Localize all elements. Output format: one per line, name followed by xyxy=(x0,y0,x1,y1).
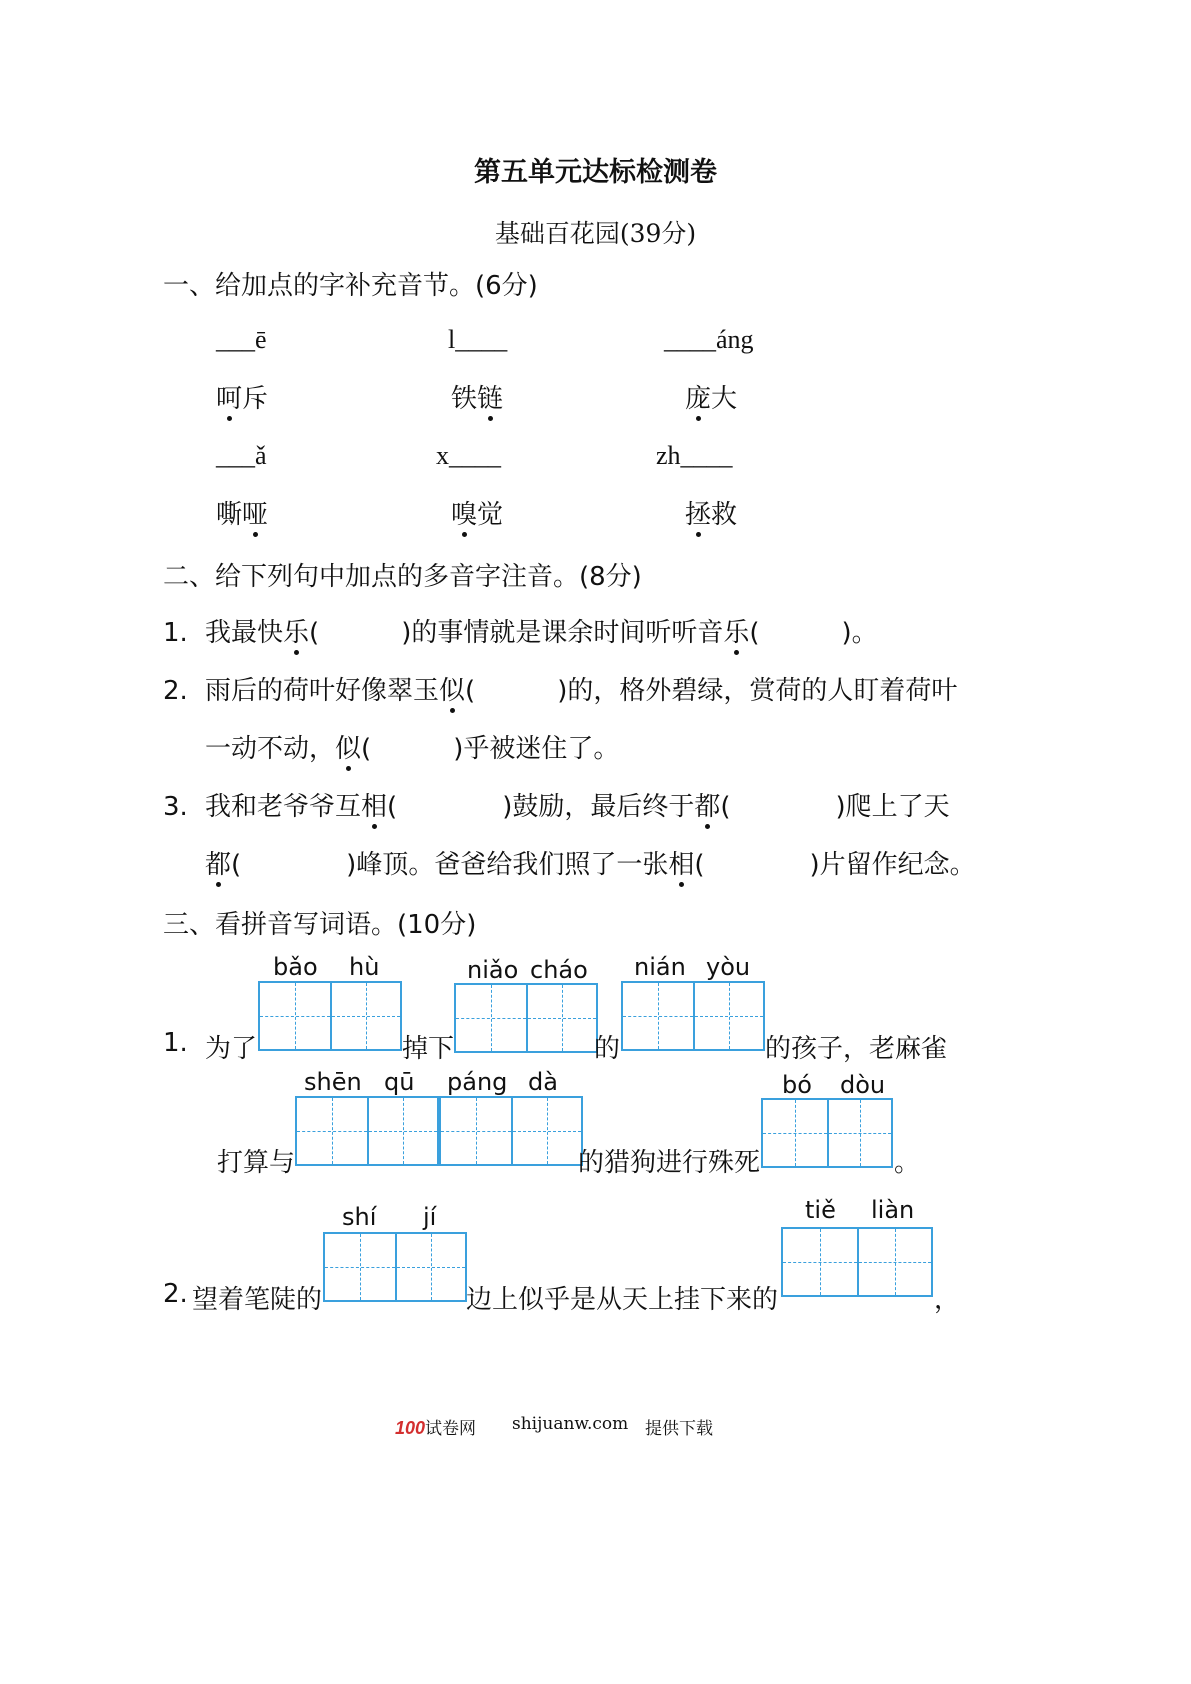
dotted-char: 庞 xyxy=(685,378,711,415)
sentence-text: ， xyxy=(934,1285,961,1315)
question-3-cont: 都( )峰顶。爸爸给我们照了一张相( )片留作纪念。 xyxy=(205,844,976,881)
pinyin-blank[interactable]: ___ǎ xyxy=(216,441,267,470)
sentence-text: 打算与 xyxy=(217,1148,296,1178)
section2-heading: 二、给下列句中加点的多音字注音。(8分) xyxy=(163,562,642,592)
pinyin-label: shēn xyxy=(304,1068,362,1096)
pinyin-label: dà xyxy=(528,1068,558,1096)
sentence-text: 掉下 xyxy=(402,1034,455,1064)
pinyin-label: páng xyxy=(447,1068,508,1096)
dotted-char: 乐 xyxy=(723,612,749,649)
char-grid-bodou[interactable] xyxy=(761,1098,893,1168)
dotted-char: 似 xyxy=(439,670,465,707)
pinyin-label: dòu xyxy=(840,1071,886,1099)
question-num: 1. xyxy=(163,1028,188,1058)
dotted-char: 链 xyxy=(477,378,503,415)
footer-url[interactable]: shijuanw.com xyxy=(512,1414,629,1434)
pinyin-label: tiě xyxy=(805,1196,836,1224)
pinyin-blank[interactable]: l____ xyxy=(448,325,508,354)
dotted-char: 乐 xyxy=(283,612,309,649)
dotted-char: 哑 xyxy=(242,494,268,531)
sentence-text: 的猎狗进行殊死 xyxy=(578,1148,761,1178)
char-grid-baohu[interactable] xyxy=(258,981,402,1051)
footer-brand: 100试卷网 xyxy=(395,1418,477,1439)
pinyin-blank[interactable]: zh____ xyxy=(656,441,733,470)
dotted-char: 都 xyxy=(694,786,720,823)
dotted-char: 相 xyxy=(668,844,694,881)
pinyin-label: shí xyxy=(342,1203,377,1231)
pinyin-label: bó xyxy=(782,1071,812,1099)
word-item: 拯救 xyxy=(685,494,737,531)
sentence-text: 边上似乎是从天上挂下来的 xyxy=(466,1285,779,1315)
dotted-char: 嗅 xyxy=(451,494,477,531)
sentence-text: 望着笔陡的 xyxy=(192,1285,323,1315)
pinyin-label: liàn xyxy=(871,1196,915,1224)
pinyin-label: hù xyxy=(349,953,380,981)
word-item: 嘶哑 xyxy=(216,494,268,531)
section3-heading: 三、看拼音写词语。(10分) xyxy=(163,910,477,940)
dotted-char: 都 xyxy=(205,844,231,881)
question-num: 2. xyxy=(163,1279,188,1309)
sentence-text: 的 xyxy=(594,1034,621,1064)
page-subtitle: 基础百花园(39分) xyxy=(494,219,697,248)
dotted-char: 相 xyxy=(361,786,387,823)
sentence-text: 。 xyxy=(894,1148,921,1178)
footer-note: 提供下载 xyxy=(645,1419,713,1439)
question-2: 2. 雨后的荷叶好像翠玉似( )的，格外碧绿，赏荷的人盯着荷叶 xyxy=(163,670,957,707)
dotted-char: 呵 xyxy=(216,378,242,415)
question-3: 3. 我和老爷爷互相( )鼓励，最后终于都( )爬上了天 xyxy=(163,786,950,823)
word-item: 嗅觉 xyxy=(451,494,503,531)
pinyin-label: yòu xyxy=(706,953,751,981)
pinyin-label: jí xyxy=(423,1203,437,1231)
pinyin-label: bǎo xyxy=(273,953,318,981)
pinyin-label: nián xyxy=(634,953,686,981)
char-grid-niaochao[interactable] xyxy=(454,983,598,1053)
dotted-char: 似 xyxy=(335,728,361,765)
char-grid-shiji[interactable] xyxy=(323,1232,467,1302)
pinyin-label: niǎo xyxy=(467,956,519,984)
char-grid-shenqu[interactable] xyxy=(295,1096,439,1166)
word-item: 呵斥 xyxy=(216,378,268,415)
question-1: 1. 我最快乐( )的事情就是课余时间听听音乐( )。 xyxy=(163,612,878,649)
dotted-char: 拯 xyxy=(685,494,711,531)
char-grid-nianyou[interactable] xyxy=(621,981,765,1051)
word-item: 铁链 xyxy=(451,378,503,415)
pinyin-label: qū xyxy=(384,1068,415,1096)
word-item: 庞大 xyxy=(685,378,737,415)
sentence-text: 的孩子，老麻雀 xyxy=(765,1034,948,1064)
pinyin-blank[interactable]: x____ xyxy=(436,441,501,470)
pinyin-label: cháo xyxy=(530,956,588,984)
char-grid-pangda[interactable] xyxy=(439,1096,583,1166)
question-2-cont: 一动不动，似( )乎被迷住了。 xyxy=(205,728,619,765)
pinyin-blank[interactable]: ____áng xyxy=(664,325,754,354)
page-title: 第五单元达标检测卷 xyxy=(474,157,717,188)
section1-heading: 一、给加点的字补充音节。(6分) xyxy=(163,271,538,301)
site-logo-icon: 100 xyxy=(395,1418,426,1438)
pinyin-blank[interactable]: ___ē xyxy=(216,325,267,354)
sentence-text: 为了 xyxy=(205,1034,258,1064)
char-grid-tielian[interactable] xyxy=(781,1227,933,1297)
